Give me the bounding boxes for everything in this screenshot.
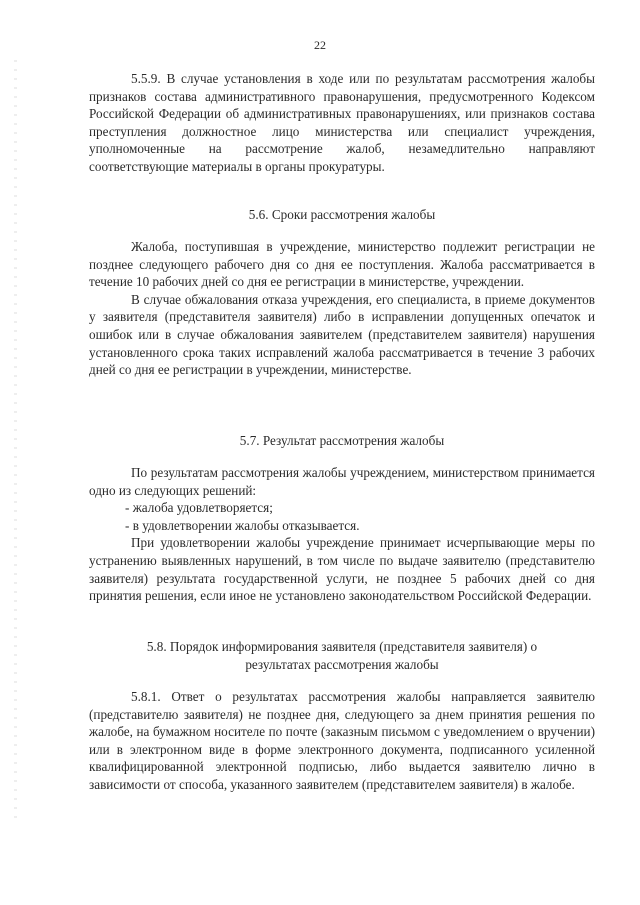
section-heading-5-8	[89, 638, 595, 673]
paragraph: В случае обжалования отказа учреждения, его специалиста, в приеме документов у заявителя (представителя заявителя) либо в исправлении допущенных опечаток и ошибок или в случае обжалования заявителем (представителем заявителя) нарушения установленного срока таких исправлений жалоба рассматривается в течение 3 рабочих дней со дня ее регистрации в учреждении, министерстве.	[89, 291, 595, 378]
paragraph: При удовлетворении жалобы учреждение принимает исчерпывающие меры по устранению выявленных нарушений, в том числе по выдаче заявителю (представителю заявителя) результата государственной услуги, не позднее 5 рабочих дней со дня принятия решения, если иное не установлено законодательством Российской Федерации.	[89, 535, 595, 604]
section-5-6	[89, 238, 595, 379]
page-number: 22	[314, 38, 326, 52]
list-item: - жалоба удовлетворяется;	[125, 500, 273, 516]
section-5-7	[89, 464, 595, 605]
heading-line: результатах рассмотрения жалобы	[245, 656, 439, 672]
paragraph: 5.8.1. Ответ о результатах рассмотрения жалобы направляется заявителю (представителю заявителя) не позднее дня, следующего за днем принятия решения по жалобе, на бумажном носителе по почте (заказным письмом с уведомлением о вручении) или в электронном виде в форме электронного документа, подписанного усиленной квалифицированной электронной подписью, либо выдается заявителю лично в зависимости от способа, указанного заявителем (представителем заявителя) в жалобе.	[89, 689, 595, 792]
scan-margin-artifact	[14, 60, 17, 820]
list-item: - в удовлетворении жалобы отказывается.	[125, 517, 360, 533]
section-5-8-1	[89, 688, 595, 794]
section-5-5-9	[89, 70, 595, 176]
heading-line: 5.8. Порядок информирования заявителя (представителя заявителя) о	[146, 639, 538, 654]
section-heading-5-7: 5.7. Результат рассмотрения жалобы	[239, 433, 445, 448]
paragraph: Жалоба, поступившая в учреждение, министерство подлежит регистрации не позднее следующего рабочего дня со дня ее поступления. Жалоба рассматривается в течение 10 рабочих дней со дня ее регистрации в министерстве, учреждении.	[89, 239, 595, 290]
paragraph: 5.5.9. В случае установления в ходе или по результатам рассмотрения жалобы признаков состава административного правонарушения, предусмотренного Кодексом Российской Федерации об административных правонарушениях, или признаков состава преступления должностное лицо министерства или специалист учреждения, уполномоченные на рассмотрение жалоб, незамедлительно направляют соответствующие материалы в органы прокуратуры.	[89, 71, 595, 174]
paragraph: По результатам рассмотрения жалобы учреждением, министерством принимается одно из следующих решений:	[89, 465, 595, 498]
section-heading-5-6: 5.6. Сроки рассмотрения жалобы	[248, 207, 436, 222]
